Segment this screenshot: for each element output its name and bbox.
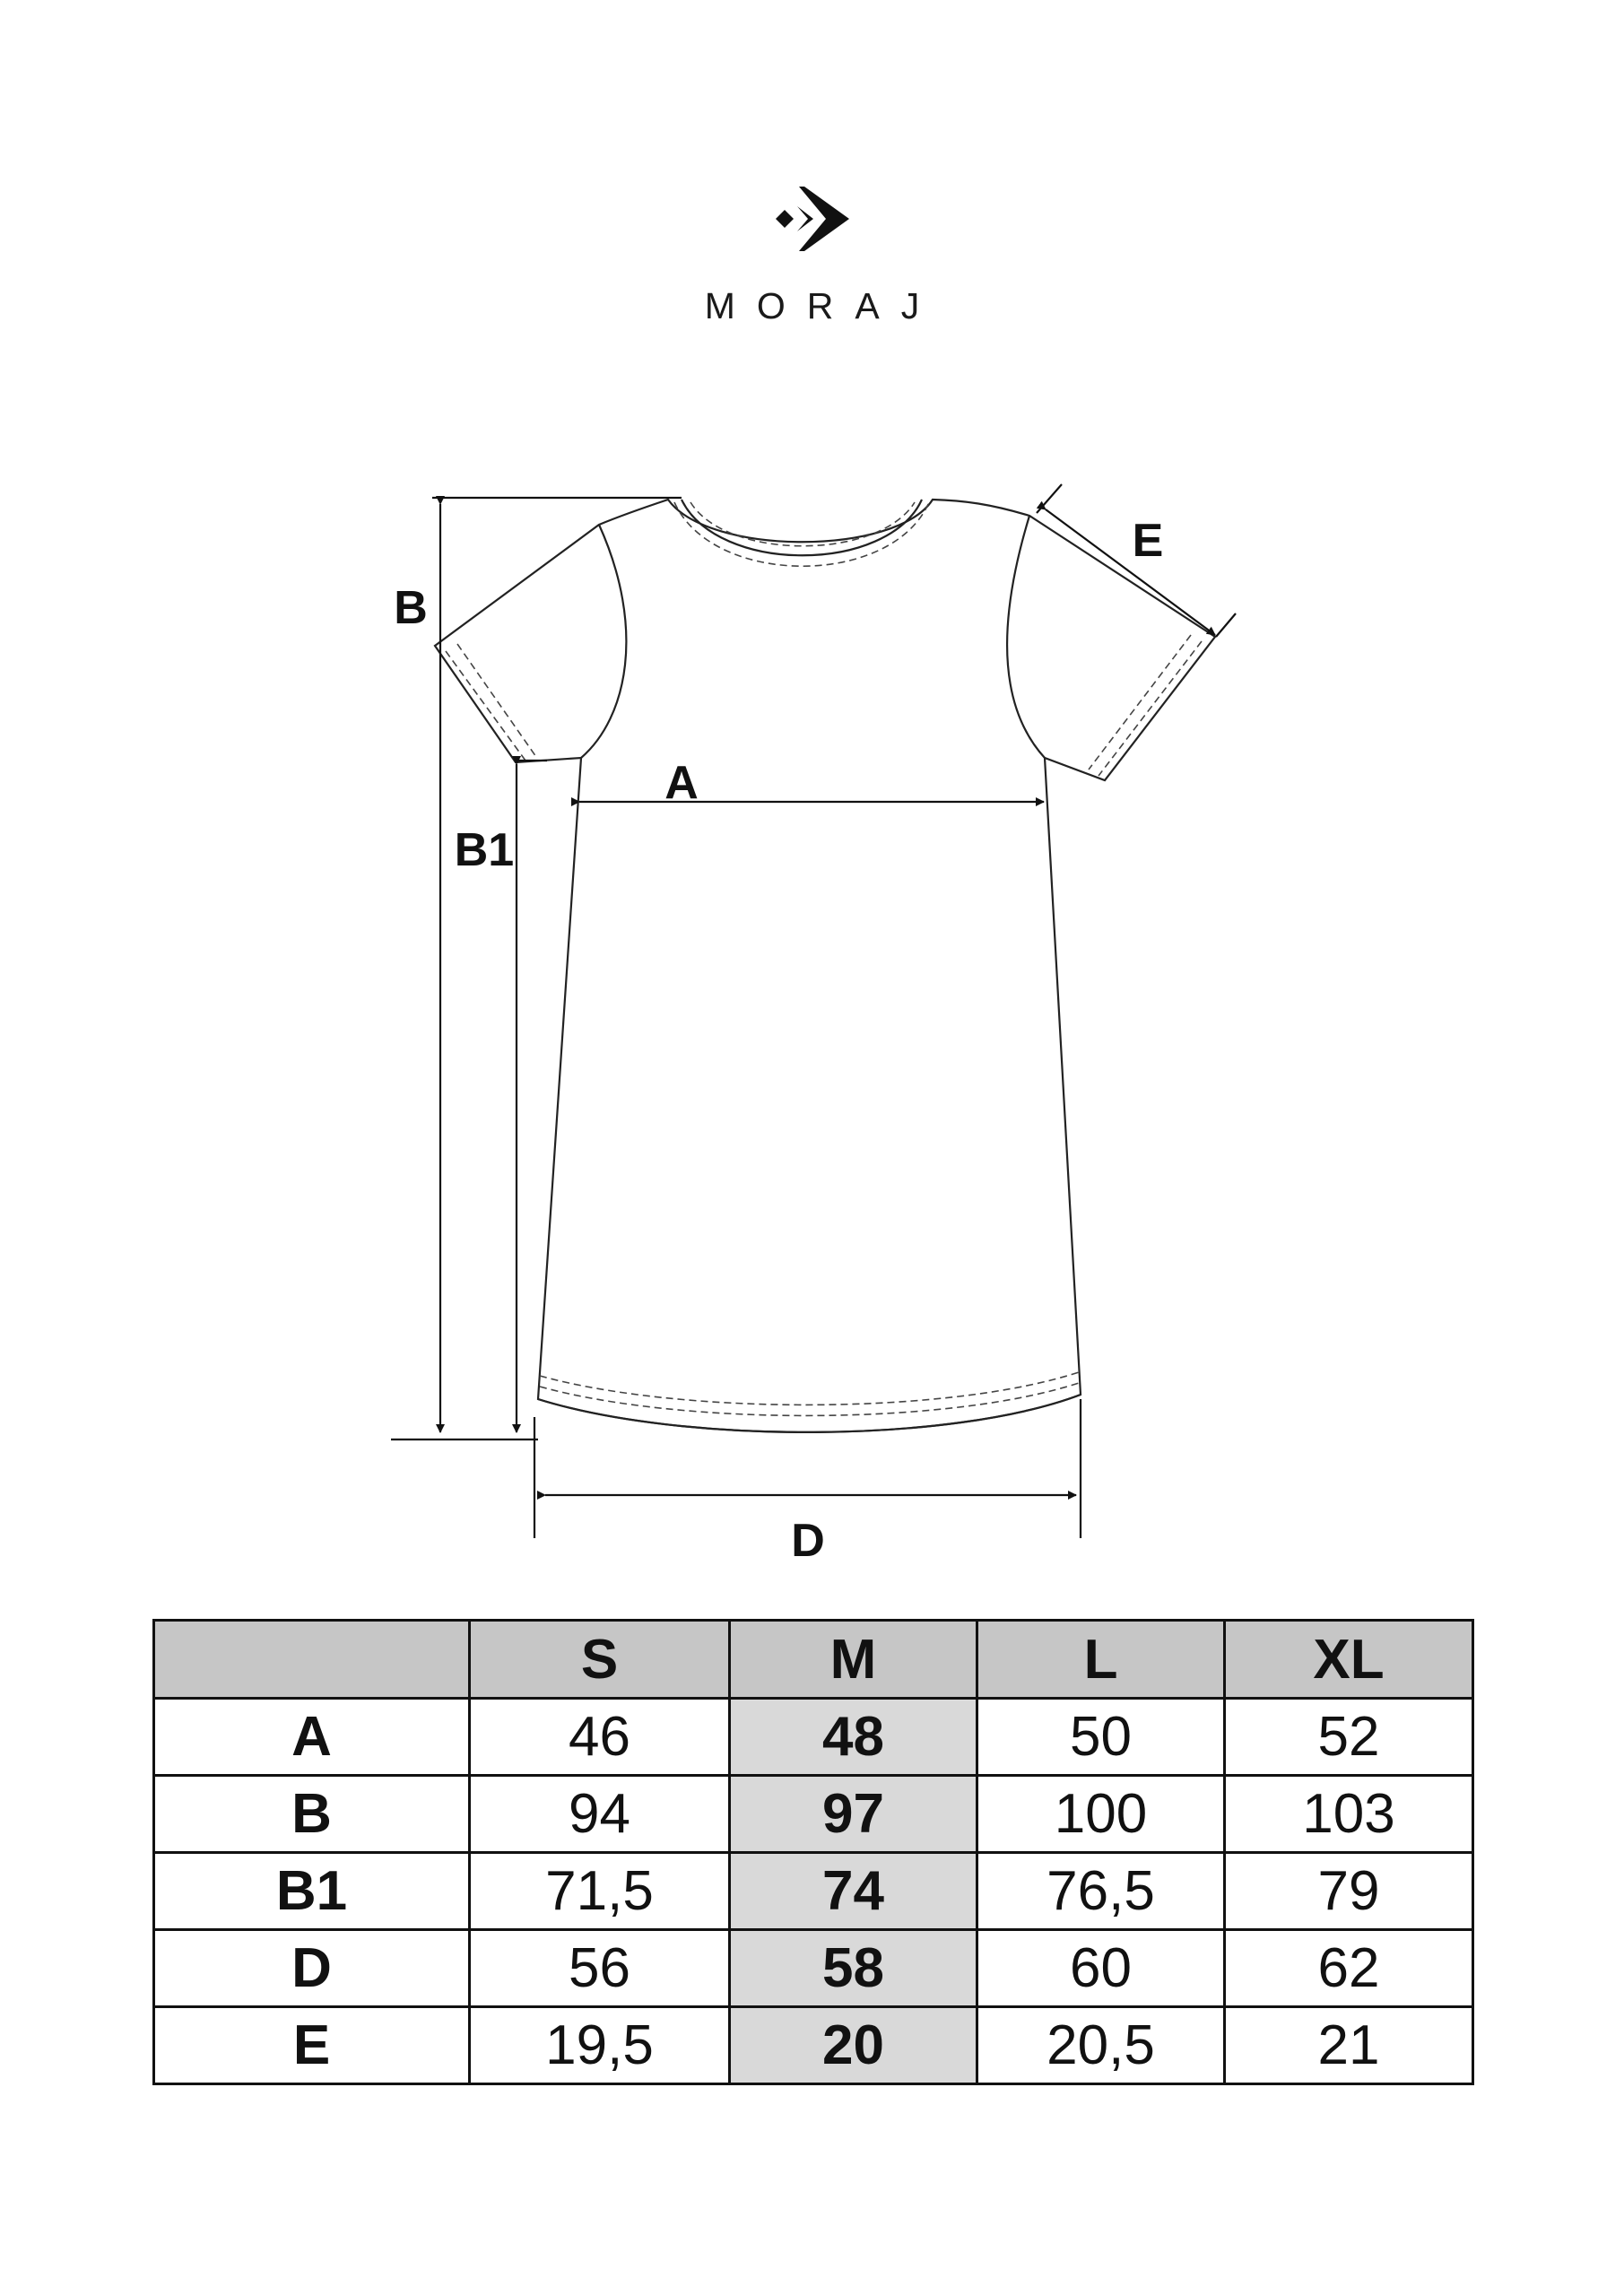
table-cell: 103 <box>1225 1776 1473 1853</box>
label-b: B <box>394 582 428 634</box>
column-header: M <box>730 1621 977 1699</box>
label-d: D <box>791 1515 825 1567</box>
label-b1: B1 <box>454 824 515 876</box>
row-label: D <box>154 1930 470 2007</box>
table-cell-highlight: 74 <box>730 1853 977 1930</box>
column-header: L <box>977 1621 1225 1699</box>
stitch-lines <box>446 502 1202 1415</box>
table-cell: 100 <box>977 1776 1225 1853</box>
column-header: XL <box>1225 1621 1473 1699</box>
table-row <box>154 1776 1473 1853</box>
table-cell: 79 <box>1225 1853 1473 1930</box>
corner-cell <box>154 1621 470 1699</box>
table-cell: 60 <box>977 1930 1225 2007</box>
brand-name: MORAJ <box>704 285 942 326</box>
row-label: B1 <box>154 1853 470 1930</box>
table-cell: 76,5 <box>977 1853 1225 1930</box>
table-cell-highlight: 58 <box>730 1930 977 2007</box>
table-row <box>154 1853 1473 1930</box>
table-cell-highlight: 97 <box>730 1776 977 1853</box>
table-cell: 52 <box>1225 1699 1473 1776</box>
table-row <box>154 2007 1473 2084</box>
column-header: S <box>470 1621 730 1699</box>
row-label: A <box>154 1699 470 1776</box>
row-label: B <box>154 1776 470 1853</box>
table-cell: 46 <box>470 1699 730 1776</box>
table-cell: 21 <box>1225 2007 1473 2084</box>
label-a: A <box>664 757 699 809</box>
size-table <box>152 1619 1474 2085</box>
arrow-e <box>1046 509 1215 635</box>
table-cell: 56 <box>470 1930 730 2007</box>
table-cell: 20,5 <box>977 2007 1225 2084</box>
table-cell: 50 <box>977 1699 1225 1776</box>
row-label: E <box>154 2007 470 2084</box>
size-header-row <box>154 1621 1473 1699</box>
tshirt-outline <box>435 500 1215 1432</box>
table-row <box>154 1699 1473 1776</box>
table-cell-highlight: 20 <box>730 2007 977 2084</box>
table-row <box>154 1930 1473 2007</box>
table-cell: 62 <box>1225 1930 1473 2007</box>
table-cell: 19,5 <box>470 2007 730 2084</box>
table-cell: 71,5 <box>470 1853 730 1930</box>
label-e: E <box>1132 515 1164 567</box>
table-cell-highlight: 48 <box>730 1699 977 1776</box>
dimension-lines <box>391 484 1236 1538</box>
table-cell: 94 <box>470 1776 730 1853</box>
